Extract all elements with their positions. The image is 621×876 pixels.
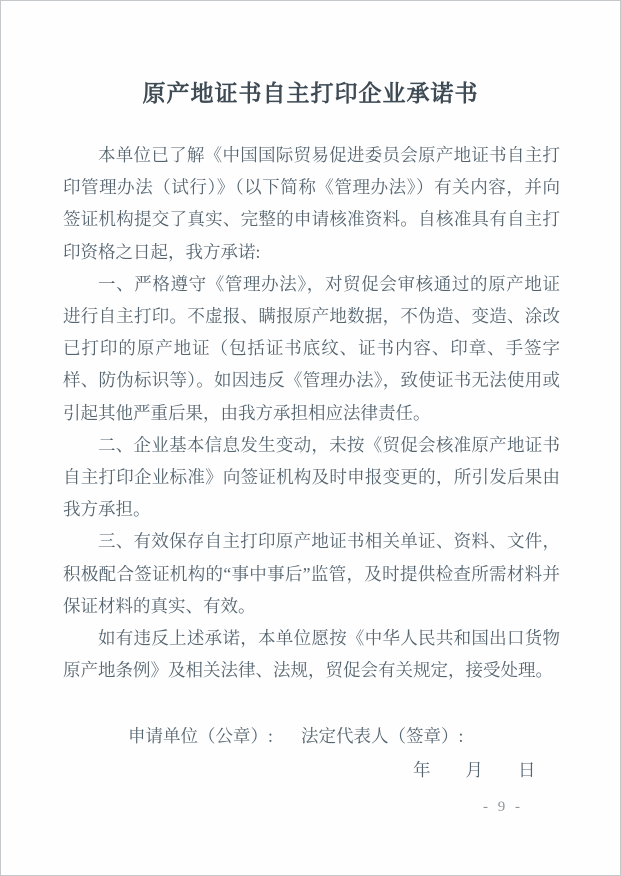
document-title: 原产地证书自主打印企业承诺书 [142, 81, 479, 106]
date-line: 年 月 日 [413, 760, 536, 780]
page-number: - 9 - [483, 799, 523, 815]
applicant-seal-label: 申请单位（公章）: [128, 726, 273, 746]
paragraph-clause-3: 三、有效保存自主打印原产地证书相关单证、资料、文件，积极配合签证机构的“事中事后”监管，及时提供检查所需材料并保证材料的真实、有效。 [63, 531, 560, 616]
paragraph-clause-2: 二、企业基本信息发生变动，未按《贸促会核准原产地证书自主打印企业标准》向签证机构及时申报变更的，所引发后果由我方承担。 [63, 434, 560, 520]
paragraph-intro: 本单位已了解《中国国际贸易促进委员会原产地证书自主打印管理办法（试行）》（以下简称《管理办法》）有关内容，并向签证机构提交了真实、完整的申请核准资料。自核准具有自主打印资格之日起，我方承诺: [63, 145, 560, 262]
document-body [63, 139, 560, 686]
paragraph-closing: 如有违反上述承诺，本单位愿按《中华人民共和国出口货物原产地条例》及相关法律、法规，贸促会有关规定，接受处理。 [63, 628, 560, 681]
legal-representative-seal-label: 法定代表人（签章）: [301, 726, 464, 746]
paragraph-clause-1: 一、严格遵守《管理办法》，对贸促会审核通过的原产地证进行自主打印。不虚报、瞒报原产地数据，不伪造、变造、涂改已打印的原产地证（包括证书底纹、证书内容、印章、手签字样、防伪标识等）。如因违反《管理办法》，致使证书无法使用或引起其他严重后果，由我方承担相应法律责任。 [63, 273, 560, 423]
